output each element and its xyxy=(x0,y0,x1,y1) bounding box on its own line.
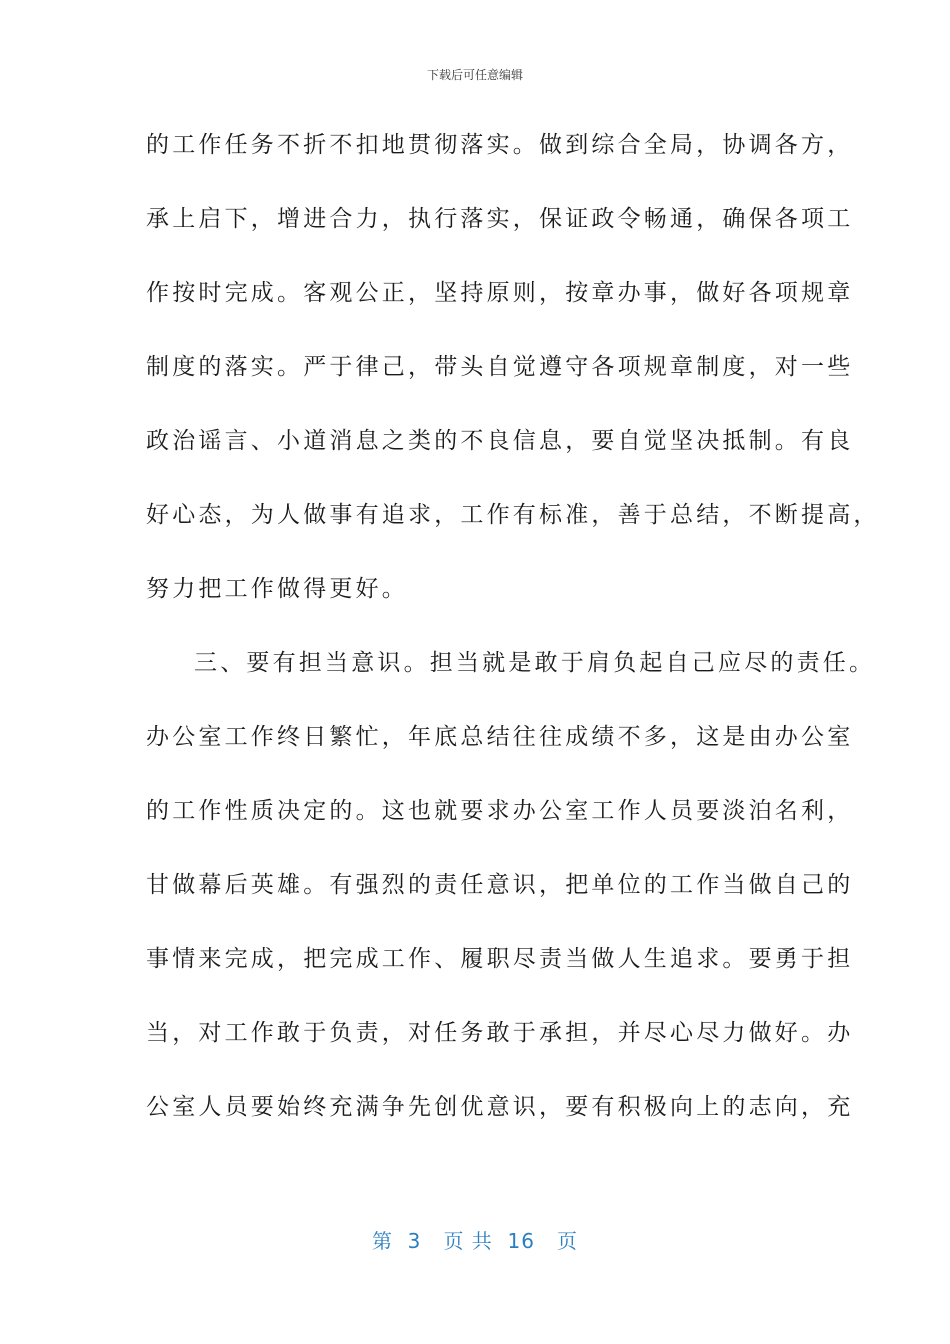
body-line-14: 公室人员要始终充满争先创优意识，要有积极向上的志向，充 xyxy=(146,1094,854,1120)
page-number-footer: 第 3 页 共 16 页 xyxy=(371,1229,579,1253)
body-line-4: 制度的落实。严于律己，带头自觉遵守各项规章制度，对一些 xyxy=(146,354,854,380)
body-line-6: 好心态，为人做事有追求，工作有标准，善于总结，不断提高， xyxy=(146,502,880,528)
body-line-3: 作按时完成。客观公正，坚持原则，按章办事，做好各项规章 xyxy=(146,280,854,306)
body-line-9: 办公室工作终日繁忙，年底总结往往成绩不多，这是由办公室 xyxy=(146,724,854,750)
body-line-11: 甘做幕后英雄。有强烈的责任意识，把单位的工作当做自己的 xyxy=(146,872,854,898)
body-line-7: 努力把工作做得更好。 xyxy=(146,576,408,602)
body-line-5: 政治谣言、小道消息之类的不良信息，要自觉坚决抵制。有良 xyxy=(146,428,854,454)
body-line-1: 的工作任务不折不扣地贯彻落实。做到综合全局，协调各方， xyxy=(146,132,854,158)
header-note: 下载后可任意编辑 xyxy=(426,68,523,82)
body-line-13: 当，对工作敢于负责，对任务敢于承担，并尽心尽力做好。办 xyxy=(146,1020,854,1046)
body-line-8: 三、要有担当意识。担当就是敢于肩负起自己应尽的责任。 xyxy=(194,650,876,676)
document-body xyxy=(146,123,880,1159)
body-line-2: 承上启下，增进合力，执行落实，保证政令畅通，确保各项工 xyxy=(146,206,854,232)
body-line-10: 的工作性质决定的。这也就要求办公室工作人员要淡泊名利， xyxy=(146,798,854,824)
body-line-12: 事情来完成，把完成工作、履职尽责当做人生追求。要勇于担 xyxy=(146,946,854,972)
